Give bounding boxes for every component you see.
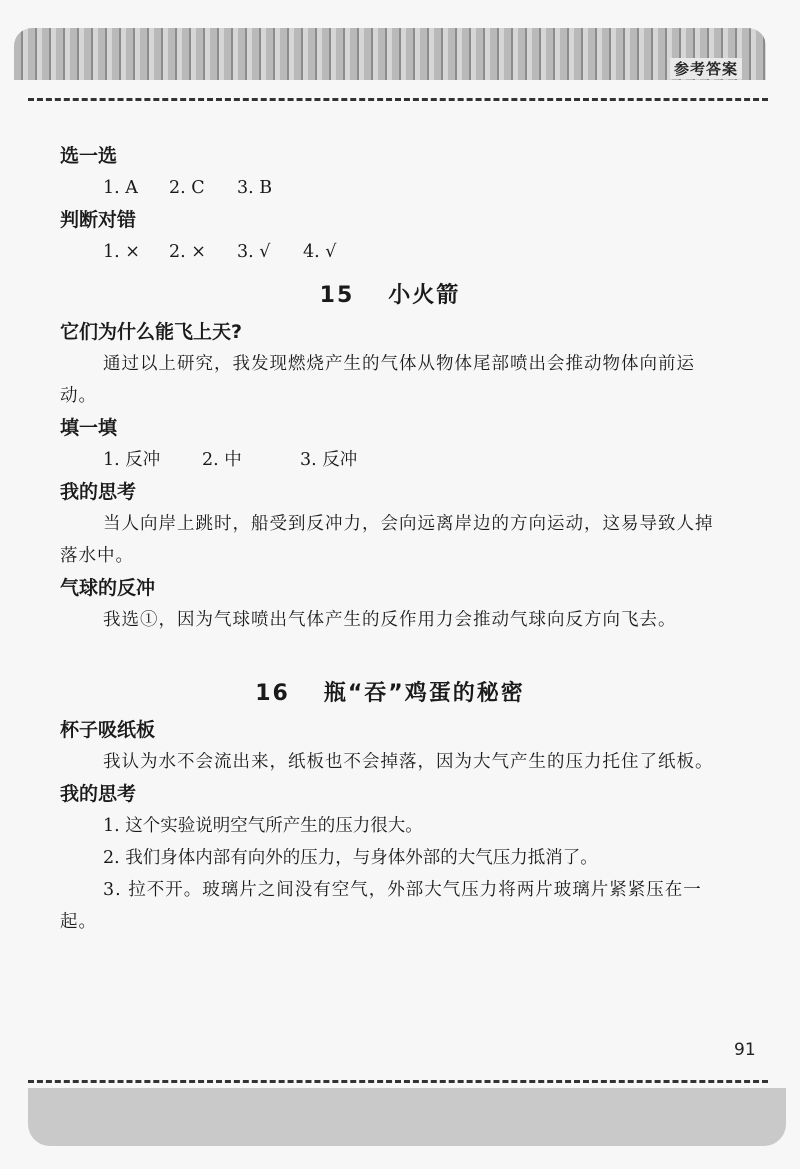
footer-decoration <box>28 1088 786 1146</box>
section-name: 瓶“吞”鸡蛋的秘密 <box>323 681 525 706</box>
answer-item: 3. B <box>237 178 273 198</box>
section-number: 16 <box>255 681 290 706</box>
header-decoration <box>14 28 766 90</box>
answer-item: 1. × <box>103 242 140 262</box>
header-label: 参考答案 <box>670 58 742 79</box>
answer-item: 2. 中 <box>202 450 242 470</box>
answer-item: 2. C <box>169 178 205 198</box>
answer-item: 3. 反冲 <box>300 450 358 470</box>
answer-item: 1. A <box>103 178 138 198</box>
section-title-16 <box>60 674 720 714</box>
heading-true-false: 判断对错 <box>60 209 137 231</box>
answer-item: 2. × <box>169 242 206 262</box>
heading-fill: 填一填 <box>60 417 118 439</box>
paragraph: 我认为水不会流出来，纸板也不会掉落，因为大气产生的压力托住了纸板。 <box>103 752 714 772</box>
heading-my-thinking-2: 我的思考 <box>60 783 137 805</box>
heading-cup-card: 杯子吸纸板 <box>60 719 156 741</box>
answer-line: 2. 我们身体内部有向外的压力，与身体外部的大气压力抵消了。 <box>103 848 598 868</box>
answer-line: 1. 这个实验说明空气所产生的压力很大。 <box>103 816 423 836</box>
answer-item: 4. √ <box>303 242 337 262</box>
paragraph: 通过以上研究，我发现燃烧产生的气体从物体尾部喷出会推动物体向前运动。 <box>60 354 695 406</box>
answer-content <box>60 140 720 938</box>
paragraph: 3. 拉不开。玻璃片之间没有空气，外部大气压力将两片玻璃片紧紧压在一起。 <box>60 880 702 932</box>
heading-why-fly: 它们为什么能飞上天? <box>60 321 243 343</box>
answers-true-false <box>60 236 720 268</box>
paragraph: 当人向岸上跳时，船受到反冲力，会向远离岸边的方向运动，这易导致人掉落水中。 <box>60 514 714 566</box>
section-number: 15 <box>319 283 355 308</box>
answers-choose <box>60 172 720 204</box>
answers-fill <box>60 444 720 476</box>
section-name: 小火箭 <box>388 283 461 308</box>
heading-balloon: 气球的反冲 <box>60 577 156 599</box>
heading-my-thinking: 我的思考 <box>60 481 137 503</box>
answer-item: 1. 反冲 <box>103 450 161 470</box>
heading-choose: 选一选 <box>60 145 118 167</box>
footer-divider <box>28 1080 768 1083</box>
page-number: 91 <box>734 1040 756 1060</box>
paragraph: 我选①，因为气球喷出气体产生的反作用力会推动气球向反方向飞去。 <box>103 610 677 630</box>
answer-item: 3. √ <box>237 242 271 262</box>
header-divider <box>28 98 768 101</box>
section-title-15 <box>60 276 720 316</box>
